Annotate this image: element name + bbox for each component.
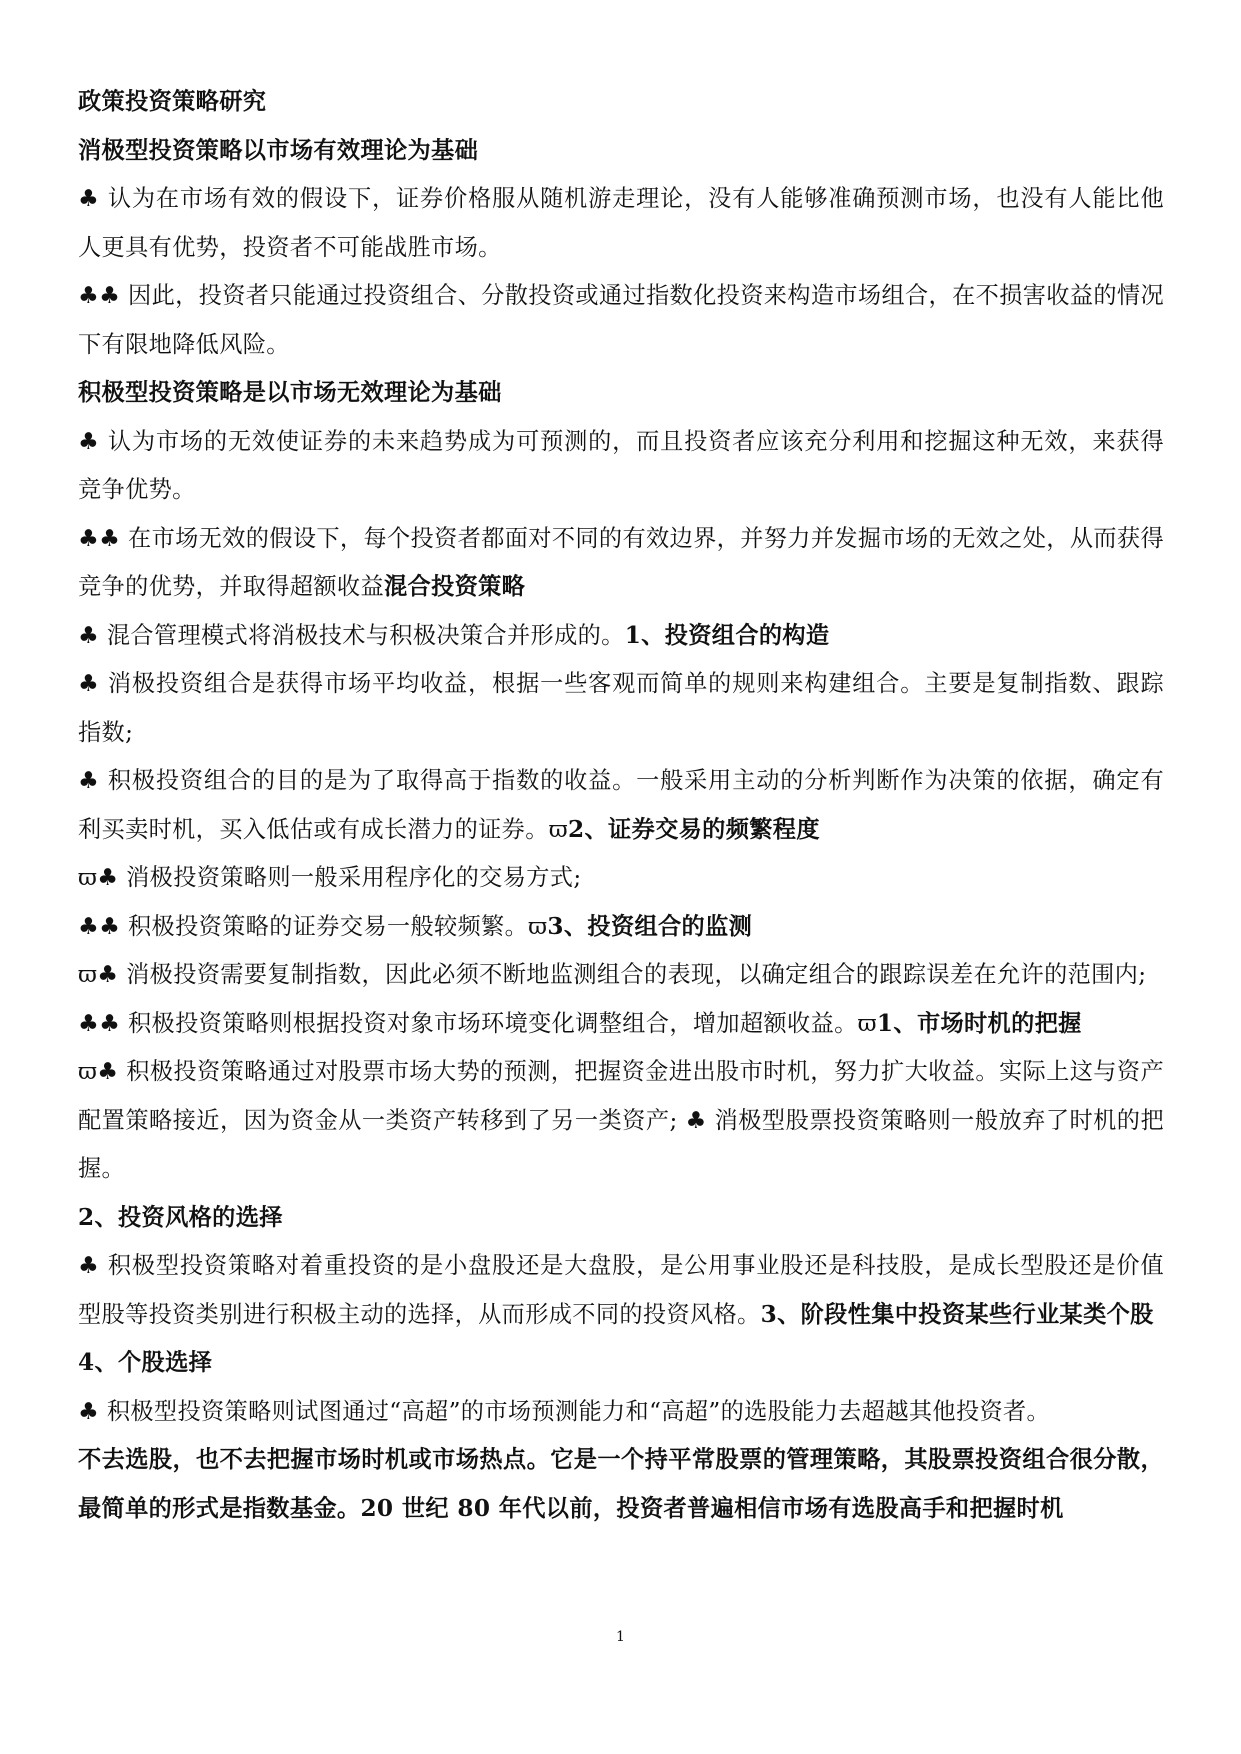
market-timing-heading: 1、市场时机的把握 [876, 1009, 1082, 1037]
trading-frequency-passive: ϖ♣ 消极投资策略则一般采用程序化的交易方式; [78, 864, 582, 891]
trading-frequency-active-text: ♣♣ 积极投资策略的证券交易一般较频繁。ϖ [78, 912, 548, 940]
investment-style-body: ♣ 积极型投资策略对着重投资的是小盘股还是大盘股，是公用事业股还是科技股，是成长型股还是价值型股等投资类别进行积极主动的选择，从而形成不同的投资风格。 [78, 1252, 1164, 1328]
passive-strategy-point-2: ♣♣ 因此，投资者只能通过投资组合、分散投资或通过指数化投资来构造市场组合，在不损害收益的情况下有限地降低风险。 [78, 282, 1164, 358]
stock-selection-text: ♣ 积极型投资策略则试图通过“高超”的市场预测能力和“高超”的选股能力去超越其他投资者。 [78, 1397, 1051, 1425]
active-strategy-point-2 [78, 515, 1164, 612]
passive-strategy-point-1: ♣ 认为在市场有效的假设下，证券价格服从随机游走理论，没有人能够准确预测市场，也没有人能比他人更具有优势，投资者不可能战胜市场。 [78, 185, 1164, 261]
portfolio-construction-active-text: ♣ 积极投资组合的目的是为了取得高于指数的收益。一般采用主动的分析判断作为决策的依据，确定有利买卖时机，买入低估或有成长潜力的证券。ϖ [78, 767, 1164, 843]
portfolio-construction-passive: ♣ 消极投资组合是获得市场平均收益，根据一些客观而简单的规则来构建组合。主要是复制指数、跟踪指数; [78, 670, 1164, 746]
document-body [78, 78, 1164, 1533]
page-number: 1 [616, 1629, 625, 1645]
closing-paragraph: 不去选股，也不去把握市场时机或市场热点。它是一个持平常股票的管理策略，其股票投资组合很分散，最简单的形式是指数基金。20 世纪 80 年代以前，投资者普遍相信市场有选股高手和把握时机 [78, 1446, 1164, 1522]
portfolio-monitoring-passive: ϖ♣ 消极投资需要复制指数，因此必须不断地监测组合的表现，以确定组合的跟踪误差在允许的范围内; [78, 961, 1147, 988]
portfolio-monitoring-heading: 3、投资组合的监测 [547, 912, 753, 940]
portfolio-monitoring-active [78, 1000, 1164, 1049]
active-strategy-point-2-text: ♣♣ 在市场无效的假设下，每个投资者都面对不同的有效边界，并努力并发掘市场的无效之处，从而获得竞争的优势，并取得超额收益 [78, 524, 1164, 600]
investment-style-text [78, 1242, 1164, 1339]
document-title: 政策投资策略研究 [78, 88, 267, 115]
mixed-strategy-point [78, 612, 1164, 661]
trading-frequency-active [78, 903, 1164, 952]
market-timing-text: ϖ♣ 积极投资策略通过对股票市场大势的预测，把握资金进出股市时机，努力扩大收益。实际上这与资产配置策略接近，因为资金从一类资产转移到了另一类资产; ♣ 消极型股票投资策略则一般放弃了时机的把握。 [78, 1058, 1164, 1182]
portfolio-monitoring-active-text: ♣♣ 积极投资策略则根据投资对象市场环境变化调整组合，增加超额收益。ϖ [78, 1009, 877, 1037]
portfolio-construction-heading: 1、投资组合的构造 [624, 621, 830, 649]
mixed-strategy-heading: 混合投资策略 [384, 573, 526, 600]
mixed-strategy-point-text: ♣ 混合管理模式将消极技术与积极决策合并形成的。 [78, 621, 625, 649]
trading-frequency-heading: 2、证券交易的频繁程度 [568, 815, 820, 843]
passive-strategy-heading: 消极型投资策略以市场有效理论为基础 [78, 136, 479, 164]
active-strategy-heading: 积极型投资策略是以市场无效理论为基础 [78, 379, 502, 406]
sector-concentration-heading: 3、阶段性集中投资某些行业某类个股 [760, 1300, 1154, 1328]
stock-selection-heading: 4、个股选择 [78, 1349, 213, 1376]
portfolio-construction-active [78, 757, 1164, 854]
active-strategy-point-1: ♣ 认为市场的无效使证券的未来趋势成为可预测的，而且投资者应该充分利用和挖掘这种无效，来获得竞争优势。 [78, 427, 1164, 503]
investment-style-heading: 2、投资风格的选择 [78, 1203, 283, 1231]
